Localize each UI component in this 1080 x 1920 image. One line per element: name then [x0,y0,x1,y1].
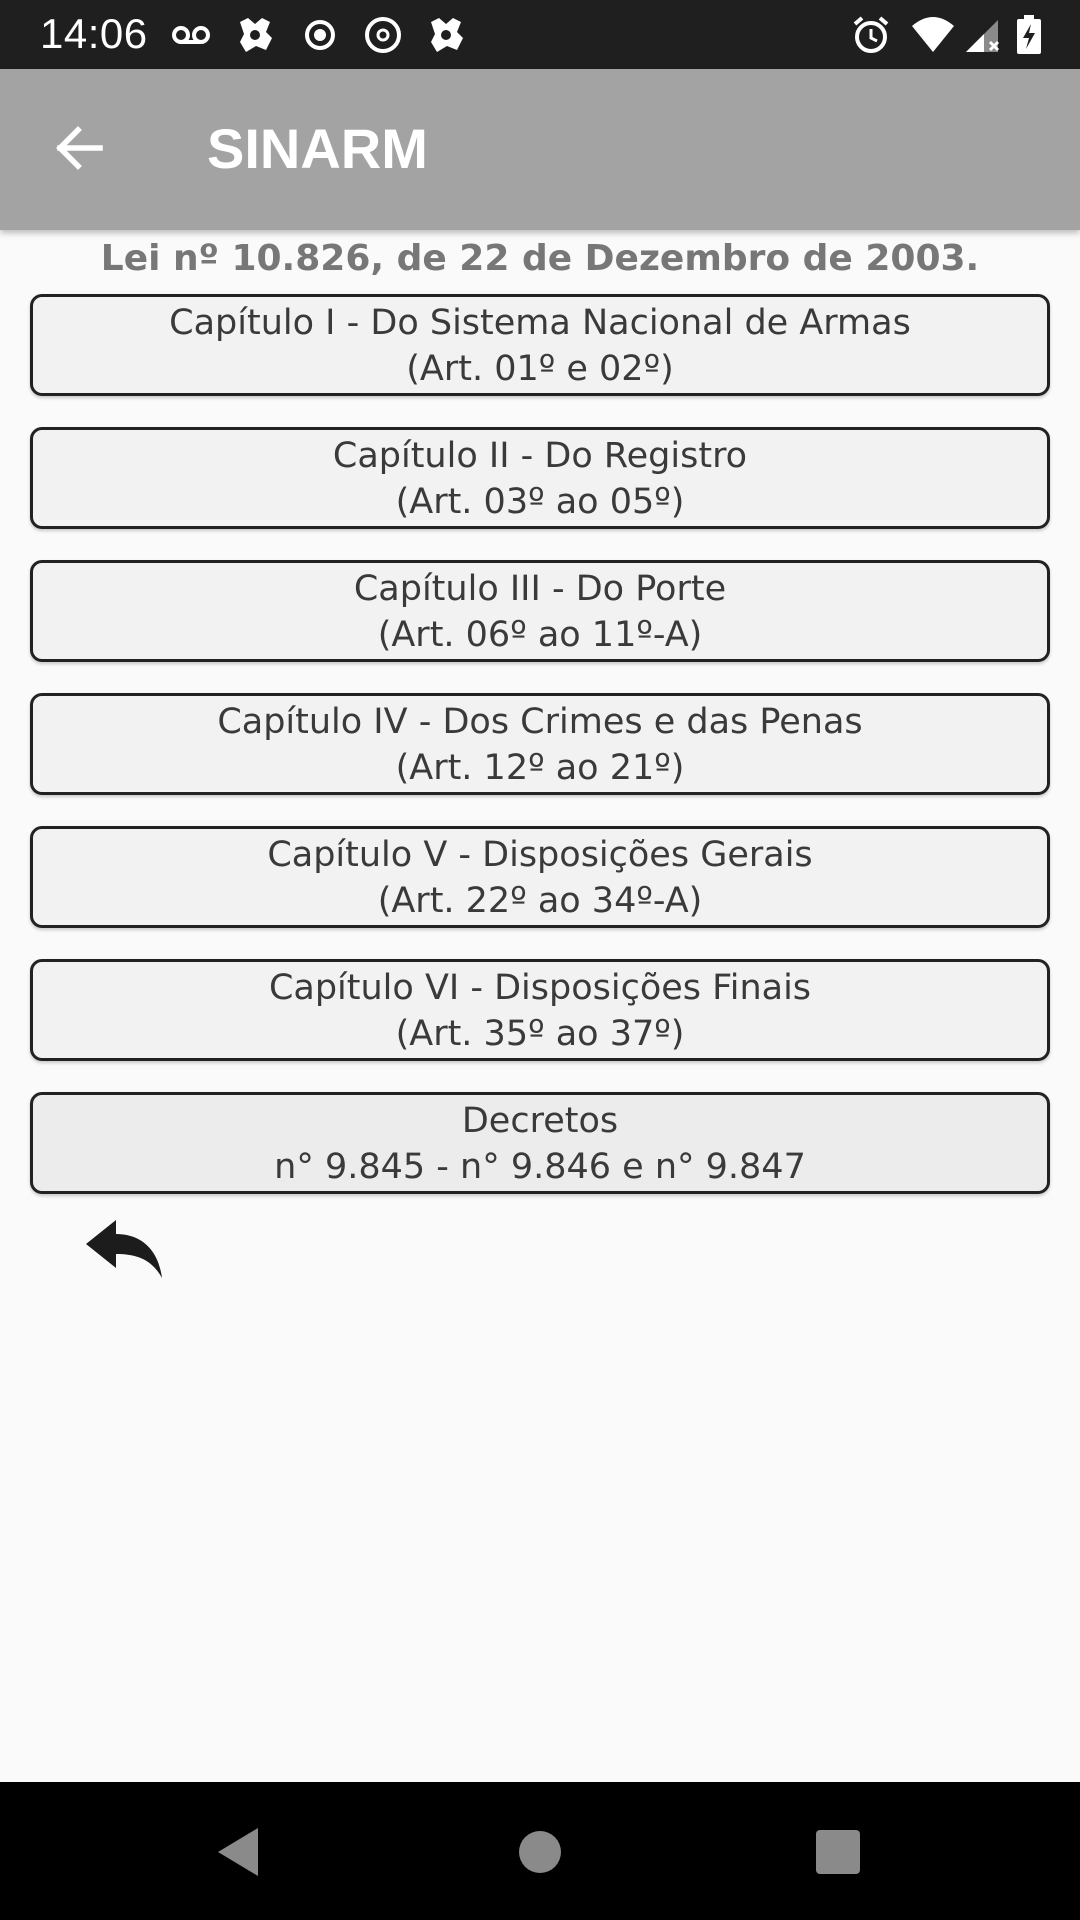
chapter-title: Capítulo I - Do Sistema Nacional de Armas [169,303,911,343]
chapter-button-3[interactable] [30,560,1050,662]
status-time: 14:06 [40,10,148,57]
arrow-left-icon[interactable] [50,118,110,178]
law-heading: Lei nº 10.826, de 22 de Dezembro de 2003. [100,238,980,279]
chapter-articles: (Art. 06º ao 11º-A) [377,615,703,655]
reply-arrow-icon[interactable] [82,1214,166,1284]
nav-recents-icon[interactable] [808,1822,868,1882]
chapter-articles: (Art. 35º ao 37º) [395,1014,685,1054]
sync-icon [362,14,404,56]
app-notification-icon [234,14,276,56]
alarm-icon [850,14,892,56]
chapter-title: Capítulo IV - Dos Crimes e das Penas [217,702,863,742]
nav-home-icon[interactable] [510,1822,570,1882]
chapter-title: Capítulo II - Do Registro [332,436,748,476]
app-notification-icon [425,14,467,56]
nav-bar [0,1782,1080,1920]
decretos-title: Decretos [461,1101,619,1141]
chapter-title: Capítulo VI - Disposições Finais [268,968,812,1008]
chapter-button-5[interactable] [30,826,1050,928]
record-icon [299,14,341,56]
chapter-articles: (Art. 12º ao 21º) [395,748,685,788]
battery-charging-icon [1015,14,1043,56]
app-bar [0,69,1080,230]
chapter-button-6[interactable] [30,959,1050,1061]
voicemail-icon [170,14,212,56]
nav-back-icon[interactable] [210,1822,270,1882]
chapter-title: Capítulo V - Disposições Gerais [267,835,813,875]
chapter-articles: (Art. 22º ao 34º-A) [377,881,703,921]
chapter-articles: (Art. 01º e 02º) [406,349,674,389]
chapter-list [30,294,1050,1225]
app-title: SINARM [207,117,428,180]
decretos-button[interactable] [30,1092,1050,1194]
status-bar [0,0,1080,69]
signal-icon [962,14,1004,56]
chapter-title: Capítulo III - Do Porte [353,569,727,609]
chapter-button-4[interactable] [30,693,1050,795]
decretos-numbers: n° 9.845 - n° 9.846 e n° 9.847 [274,1147,806,1187]
chapter-button-1[interactable] [30,294,1050,396]
wifi-icon [910,14,956,56]
chapter-button-2[interactable] [30,427,1050,529]
chapter-articles: (Art. 03º ao 05º) [395,482,685,522]
